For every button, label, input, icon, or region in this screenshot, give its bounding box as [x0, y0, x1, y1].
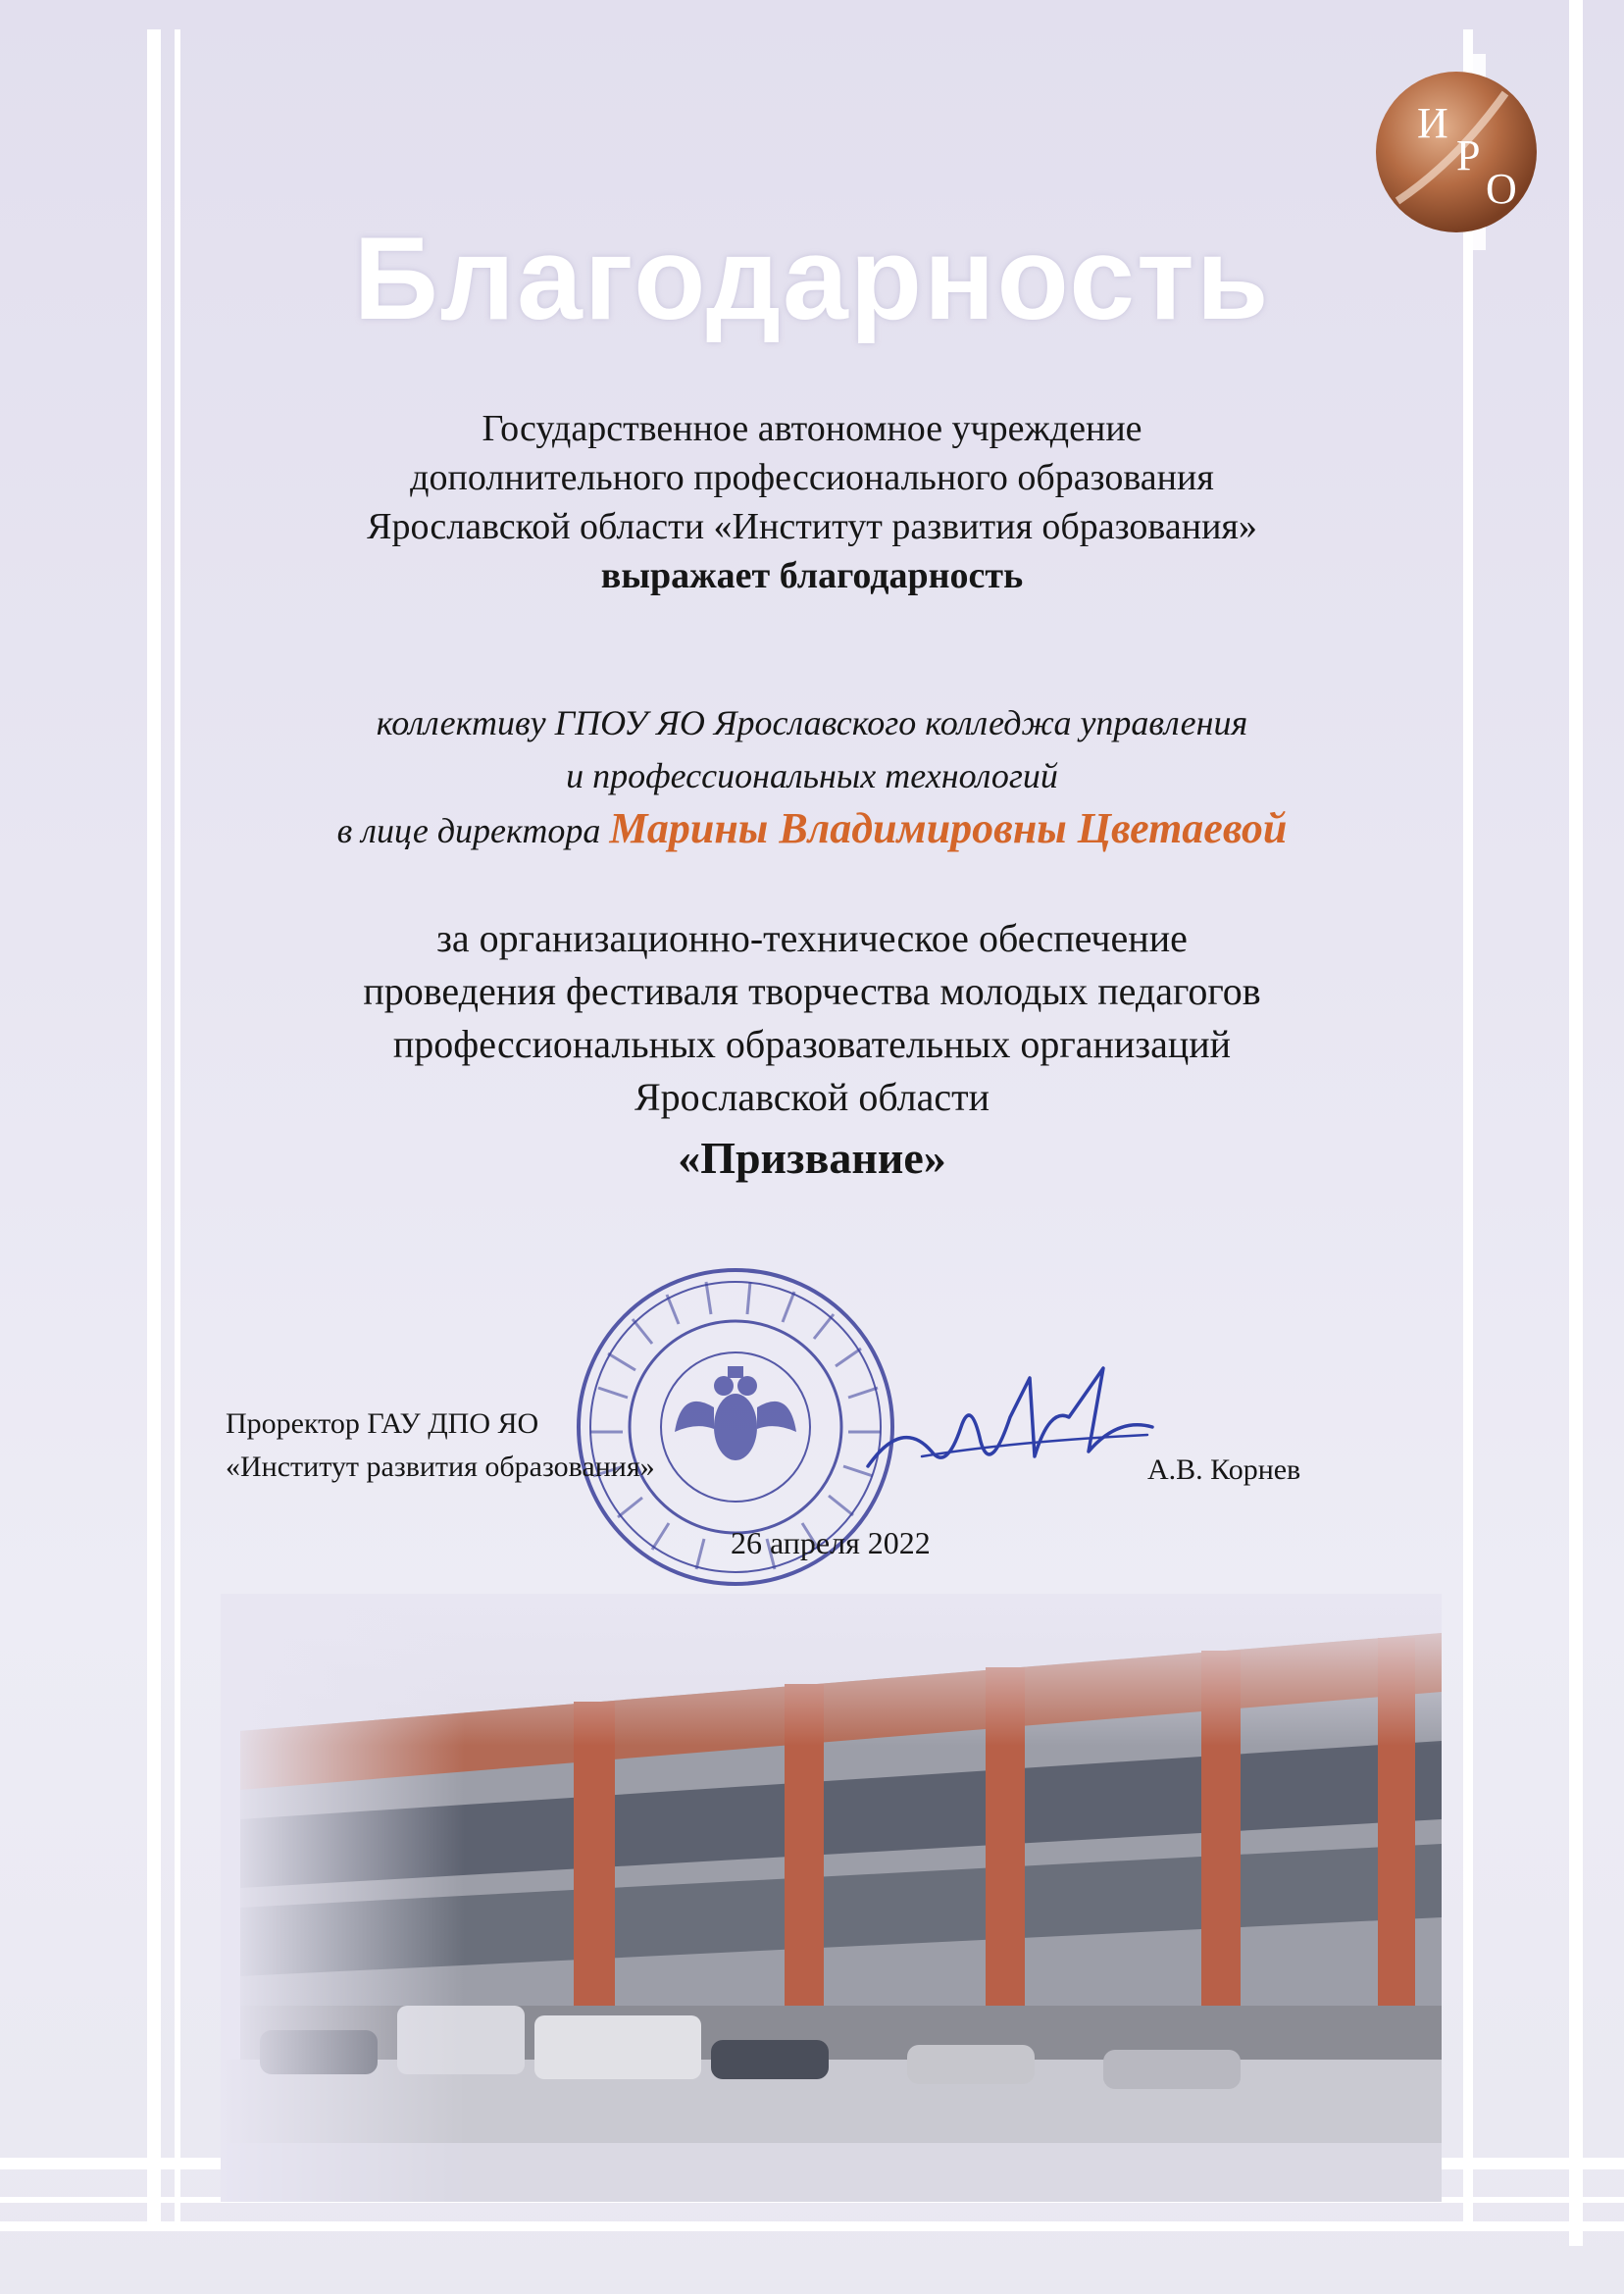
recipient-director-line [0, 802, 1624, 857]
handwritten-signature [863, 1358, 1157, 1496]
page-title: Благодарность [353, 213, 1271, 344]
reason-line: за организационно-техническое обеспечение [436, 916, 1188, 960]
organization-line: дополнительного профессионального образования [410, 457, 1214, 498]
reason-line: профессиональных образовательных организаций [392, 1022, 1232, 1066]
signatory-position-line: Проректор ГАУ ДПО ЯО [226, 1407, 539, 1440]
festival-name: «Призвание» [678, 1133, 946, 1183]
organization-line: Ярославской области «Институт развития образования» [367, 506, 1257, 547]
building-photo [221, 1594, 1442, 2202]
logo-letter: Р [1456, 131, 1481, 179]
signatory-position-line: «Институт развития образования» [226, 1451, 655, 1483]
decor-stripe [0, 2221, 1624, 2231]
signatory-position [226, 1402, 655, 1489]
logo-letter: О [1486, 165, 1517, 213]
organization-line: Государственное автономное учреждение [482, 408, 1142, 449]
reason-line: Ярославской области [634, 1075, 990, 1119]
recipient-line: и профессиональных технологий [566, 756, 1058, 795]
reason-block [0, 912, 1624, 1185]
recipient-line: коллективу ГПОУ ЯО Ярославского колледжа управления [376, 703, 1248, 742]
logo-letter: И [1417, 99, 1448, 147]
issue-date: 26 апреля 2022 [731, 1525, 931, 1560]
recipient-prefix: в лице директора [336, 811, 601, 850]
recipient-block [0, 696, 1624, 857]
reason-line: проведения фестиваля творчества молодых педагогов [363, 969, 1261, 1013]
organization-action: выражает благодарность [600, 555, 1024, 596]
organization-block [0, 404, 1624, 600]
signatory-name: А.В. Корнев [1147, 1453, 1301, 1486]
director-name: Марины Владимировны Цветаевой [609, 804, 1288, 852]
